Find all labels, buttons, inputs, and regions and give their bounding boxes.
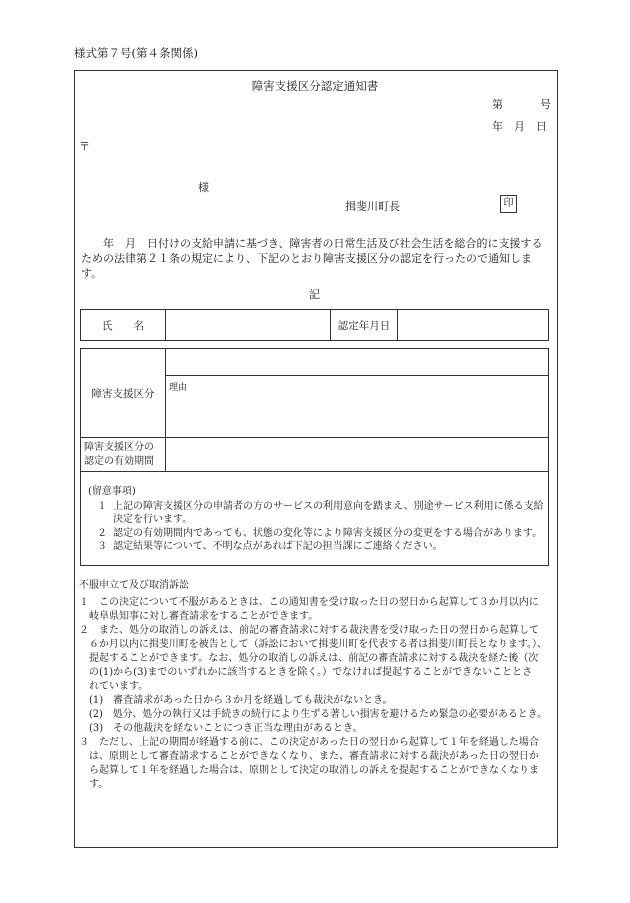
issuer-name: 揖斐川町長	[345, 200, 400, 213]
validity-period-label	[81, 438, 166, 472]
notes-item-2-text: 認定の有効期間内であっても、状態の変化等により障害支援区分の変更をする場合があります。	[113, 528, 543, 539]
validity-period-label-line2: 認定の有効期間	[84, 455, 154, 467]
document-title: 障害支援区分認定通知書	[251, 79, 379, 93]
number-go: 号	[540, 98, 551, 111]
name-date-table	[80, 309, 549, 341]
postal-mark: 〒	[79, 140, 90, 153]
notes-item-2-num: ２	[97, 528, 107, 539]
number-dai: 第	[492, 98, 503, 111]
remarks-line: す。	[79, 779, 109, 790]
notes-item-1-num: １	[97, 501, 107, 512]
remarks-line: ６か月以内に揖斐川町を被告として（訴訟において揖斐川町を代表する者は揖斐川町長となります。）、	[79, 639, 547, 650]
notes-item-3-num: ３	[97, 541, 107, 552]
issue-date: 年 月 日	[492, 120, 547, 133]
remarks-line: 岐阜県知事に対し審査請求をすることができます。	[79, 611, 319, 622]
name-value-cell	[166, 310, 331, 341]
form-code: 様式第７号(第４条関係)	[74, 46, 198, 60]
ki-marker: 記	[309, 288, 320, 301]
name-label: 氏 名	[81, 310, 166, 341]
category-value-cell	[166, 349, 549, 376]
remarks-line: れています。	[79, 681, 149, 692]
remarks-line: ２ また、処分の取消しの訴えは、前記の審査請求に対する裁決書を受け取った日の翌日から起算して	[79, 625, 539, 636]
remarks-line: １ この決定について不服があるときは、この通知書を受け取った日の翌日から起算して３か月以内に	[79, 597, 539, 608]
remarks-heading: 不服申立て及び取消訴訟	[79, 580, 189, 591]
validity-period-value-cell	[166, 438, 549, 472]
validity-period-label-line1: 障害支援区分の	[84, 441, 154, 453]
seal-stamp-box: 印	[500, 195, 517, 213]
notes-item-1-text-cont: 決定を行います。	[113, 514, 193, 525]
notice-body: 年 月 日付けの支給申請に基づき、障害者の日常生活及び社会生活を総合的に支援するための法律第２１条の規定により、下記のとおり障害支援区分の認定を行ったので通知します。	[81, 237, 543, 280]
notes-item-3-text: 認定結果等について、不明な点があれば下記の担当課にご連絡ください。	[113, 541, 443, 552]
notes-item-1-text: 上記の障害支援区分の申請者の方のサービスの利用意向を踏まえ、別途サービス利用に係る支給	[113, 501, 544, 512]
remarks-line: ら起算して１年を経過した場合は、原則として決定の取消しの訴えを提起することができなくなりま	[79, 765, 539, 776]
certification-date-label: 認定年月日	[331, 310, 398, 341]
recipient-honorific: 様	[198, 181, 209, 194]
remarks-line: (2) 処分、処分の執行又は手続きの続行により生ずる著しい損害を避けるため緊急の必要があるとき。	[79, 709, 547, 720]
category-label: 障害支援区分	[81, 349, 166, 438]
remarks-line: 提起することができます。なお、処分の取消しの訴えは、前記の審査請求に対する裁決を経た後（次	[79, 653, 539, 664]
remarks-line: (3) その他裁決を経ないことにつき正当な理由があるとき。	[79, 723, 363, 734]
notes-heading: (留意事項)	[88, 486, 136, 497]
remarks-line: (1) 審査請求があった日から３か月を経過しても裁決がないとき。	[79, 695, 393, 706]
reason-label: 理由	[169, 383, 188, 393]
category-table	[80, 348, 549, 472]
certification-date-value-cell	[398, 310, 549, 341]
notes-box	[80, 471, 549, 566]
remarks-line: の(1)から(3)までのいずれかに該当するときを除く。）でなければ提起することができないこととさ	[79, 667, 533, 678]
reason-cell	[166, 376, 549, 438]
remarks-line: は、原則として審査請求することができなくなり、また、審査請求に対する裁決があった日の翌日か	[79, 751, 539, 762]
remarks-line: ３ ただし、上記の期間が経過する前に、この決定があった日の翌日から起算して１年を経過した場合	[79, 737, 539, 748]
